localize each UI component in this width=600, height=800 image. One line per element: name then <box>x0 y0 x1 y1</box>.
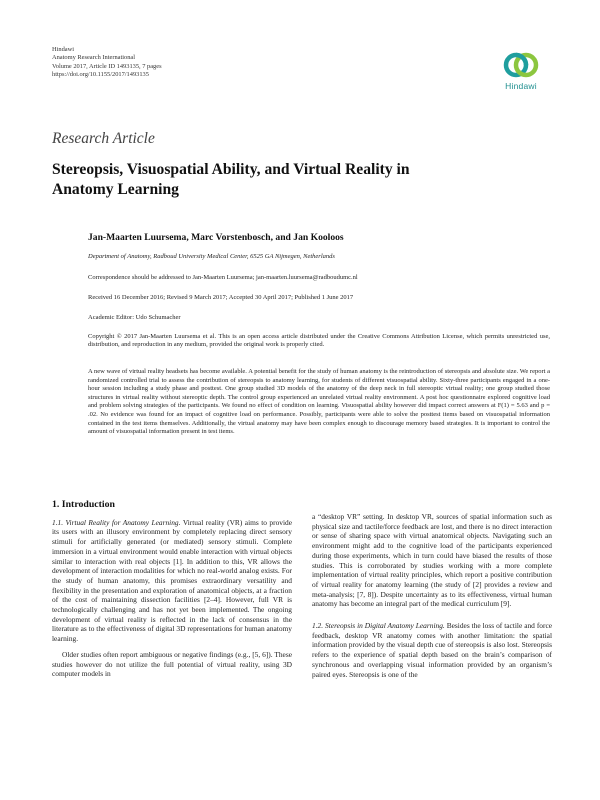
subsection-heading: 1.1. Virtual Reality for Anatomy Learning. <box>52 517 181 527</box>
logo-text: Hindawi <box>505 81 537 91</box>
paragraph-intro-3: a “desktop VR” setting. In desktop VR, sources of spatial information such as physical size and tactile/force feedback are lost, and there is no direct interaction or sense of sharing space with virtual anatomical objects. Navigating such an environment might add to the cognitive load of the participants experienced during those experiments, which in turn could have biased the results of those studies. This is corroborated by studies working with a more complete implementation of virtual reality principles, which report a positive contribution of virtual reality for anatomy learning (the study of [2] provides a review and meta-analysis; [7, 8]). Despite uncertainty as to its effectiveness, virtual human anatomy has become an integral part of the medical curriculum [9]. <box>312 512 552 609</box>
publication-dates: Received 16 December 2016; Revised 9 March 2017; Accepted 30 April 2017; Published 1 June 2017 <box>88 294 354 301</box>
hindawi-logo <box>496 50 546 91</box>
affiliation: Department of Anatomy, Radboud University Medical Center, 6525 GA Nijmegen, Netherlands <box>88 253 335 260</box>
paragraph-intro-1 <box>52 518 292 644</box>
article-title: Stereopsis, Visuospatial Ability, and Virtual Reality in Anatomy Learning <box>52 161 410 198</box>
article-type: Research Article <box>52 130 155 147</box>
paragraph-intro-2: Older studies often report ambiguous or negative findings (e.g., [5, 6]). These studies however do not utilize the full potential of virtual reality, using 3D computer models in <box>52 649 292 679</box>
journal-header <box>52 46 162 80</box>
copyright-notice: Copyright © 2017 Jan-Maarten Luursema et al. This is an open access article distributed under the Creative Commons Attribution License, which permits unrestricted use, distribution, and reproduction in any medium, provided the original work is properly cited. <box>88 333 550 349</box>
paragraph-intro-4 <box>312 621 552 679</box>
abstract: A new wave of virtual reality headsets has become available. A potential benefit for the study of human anatomy is the reintroduction of stereopsis and absolute size. We report a randomized controlled trial to assess the contribution of stereopsis to anatomy learning, for students of different visuospatial ability. Sixty-three participants engaged in a one-hour session including a study phase and posttest. One group studied 3D models of the anatomy of the deep neck in full stereoptic virtual reality; one group studied those structures in virtual reality without stereoptic depth. The control group experienced an unrelated virtual reality environment. A post hoc questionnaire explored cognitive load and problem solving strategies of the participants. We found no effect of condition on learning. Visuospatial ability however did impact correct answers at F(1) = 5.63 and p = .02. No evidence was found for an impact of cognitive load on performance. Possibly, participants were able to solve the posttest items based on visuospatial information contained in the test items themselves. Additionally, the virtual anatomy may have been complex enough to discourage memory based strategies. It is important to control the amount of visuospatial information present in test items. <box>88 368 550 436</box>
body-column-left <box>52 500 292 685</box>
journal-name: Anatomy Research International <box>52 54 136 62</box>
volume-line: Volume 2017, Article ID 1493135, 7 pages <box>52 62 162 70</box>
subsection-heading: 1.2. Stereopsis in Digital Anatomy Learning. <box>312 621 445 631</box>
academic-editor: Academic Editor: Udo Schumacher <box>88 314 181 321</box>
section-heading-introduction: 1. Introduction <box>52 499 115 510</box>
body-column-right <box>312 512 552 685</box>
hindawi-rings-icon <box>502 50 540 80</box>
publisher-name: Hindawi <box>52 46 75 53</box>
paragraph-text: Besides the loss of tactile and force feedback, desktop VR anatomy comes with another limitation: the spatial information provided by the visual depth cue of stereopsis is also lost. Stereopsis refers to the experience of spatial depth based on the brain’s comparison of synchronous and overlapping visual information provided by an organism’s paired eyes. Stereopsis is one of the <box>312 621 553 679</box>
author-list: Jan-Maarten Luursema, Marc Vorstenbosch, and Jan Kooloos <box>88 232 344 243</box>
correspondence: Correspondence should be addressed to Jan-Maarten Luursema; jan-maarten.luursema@radboudumc.nl <box>88 274 358 281</box>
doi-link[interactable]: https://doi.org/10.1155/2017/1493135 <box>52 71 149 79</box>
paragraph-text: Virtual reality (VR) aims to provide its users with an illusory environment by completely replacing direct sensory stimuli for artificially generated (or mediated) sensory stimuli. Complete immersion in a virtual environment would enable interaction with virtual objects similar to interaction with real objects [1]. In addition to this, VR allows the development of interaction modalities for which no real-world analog exists. For the study of human anatomy, this promises extraordinary versatility and flexibility in the presentation and exploration of anatomical objects, at a fraction of the cost of maintaining dissection facilities [2–4]. However, full VR is technologically challenging and has not yet been implemented. The ongoing development of virtual reality is reflected in the lack of consensus in the literature as to the effectiveness of digital 3D representations for human anatomy learning. <box>52 517 293 644</box>
